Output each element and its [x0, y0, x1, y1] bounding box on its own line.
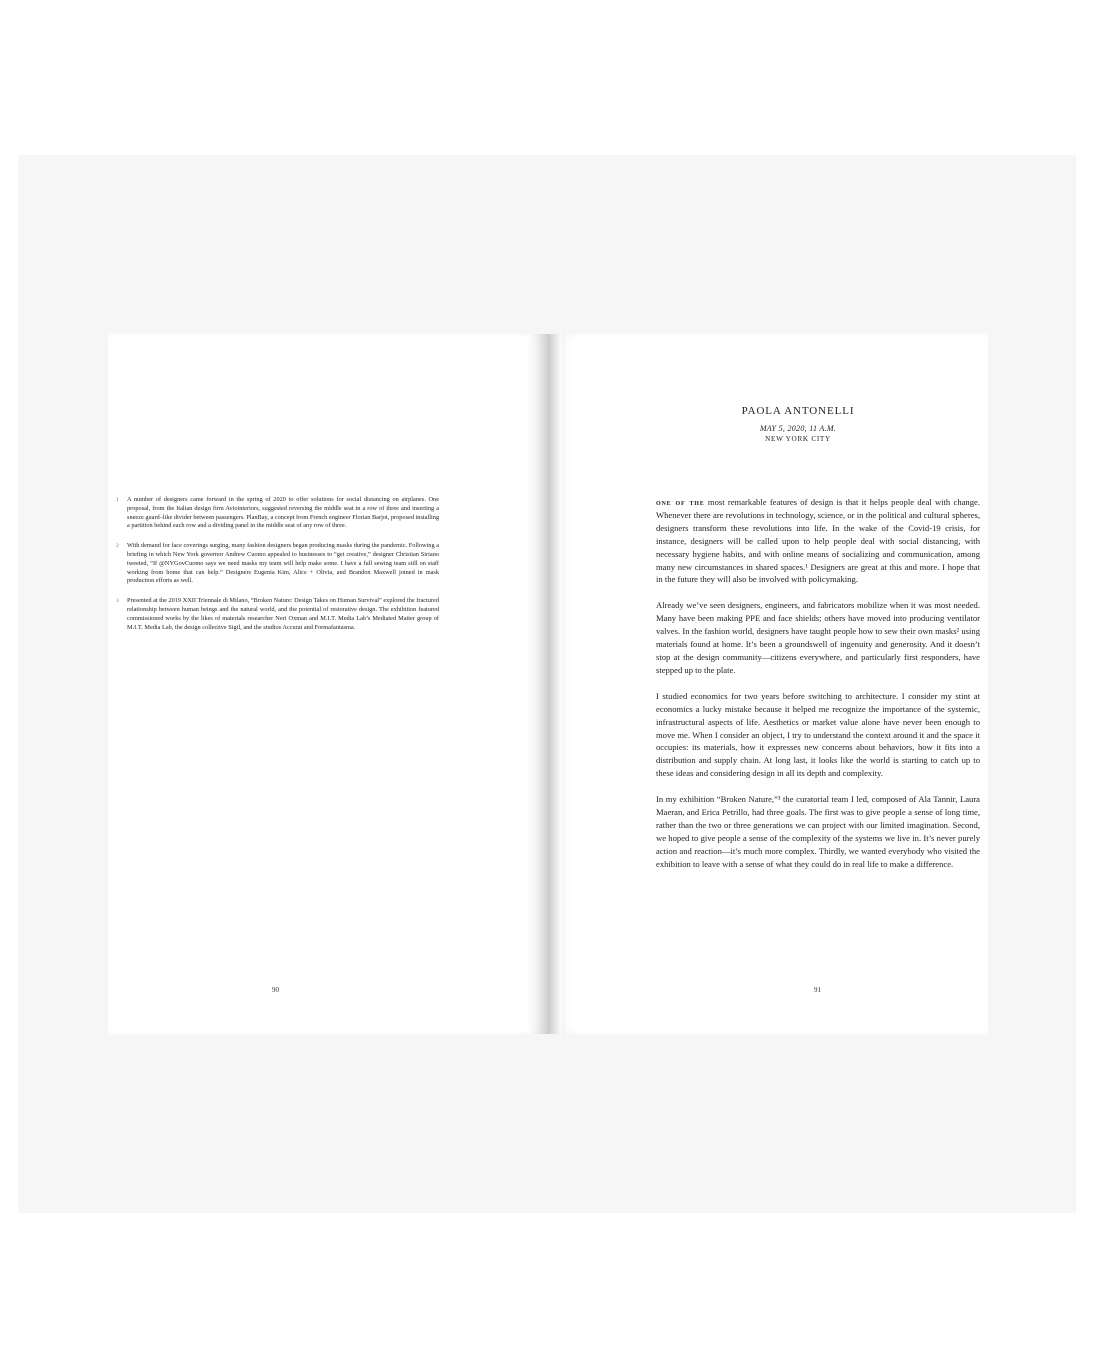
paragraph-text: In my exhibition “Broken Nature,”³ the curatorial team I led, composed of Ala Tannir, Laura Maeran, and Erica Petrillo, had three goals. The first was to give people a sense of long time, rather than the two or three generations we can project with our limited imagination. Second, we hoped to give people a sense of the complexity of the systems we live in. It’s never purely action and reaction—it’s much more complex. Thirdly, we wanted everybody who visited the exhibition to leave with a sense of what they could do in real life to make a difference.: [656, 794, 980, 869]
book-gutter-shadow: [548, 334, 562, 1034]
paragraph-text: I studied economics for two years before switching to architecture. I consider my stint at economics a lucky mistake because it helped me recognize the importance of the systemic, infrastructural aspects of life. Aesthetics or market value alone have never been enough to move me. When I consider an object, I try to understand the context around it and the space it occupies: its materials, how it expresses new concerns about behaviors, how it fits into a distribution and supply chain. At long last, it looks like the world is starting to catch up to these ideas and considering design in all its depth and complexity.: [656, 690, 980, 779]
paragraph-text: Already we’ve seen designers, engineers, and fabricators mobilize when it was most needed. Many have been making PPE and face shields; others have moved into producing ventilator valves. In the fashion world, designers have taught people how to sew their own masks² using materials found at home. It’s been a groundswell of ingenuity and generosity. And it doesn’t stop at the design community—citizens everywhere, and particularly first responders, have stepped up to the plate.: [656, 600, 980, 675]
footnote-number: 2: [116, 543, 119, 550]
body-text: [656, 496, 980, 884]
footnote-text: A number of designers came forward in the spring of 2020 to offer solutions for social distancing on airplanes. One proposal, from the Italian design firm Aviointeriors, suggested reversing the middle seat in a row of three and inserting a sneeze guard–like divider between passengers. PlanBay, a concept from French engineer Florian Barjot, proposed installing a partition behind each row and a dividing panel in the middle seat of any row of three.: [127, 496, 439, 530]
footnotes-block: [116, 496, 439, 643]
footnote-2: [116, 542, 439, 586]
footnote-text: Presented at the 2019 XXII Triennale di Milano, “Broken Nature: Design Takes on Human Survival” explored the fractured relationship between human beings and the natural world, and the potential of restorative design. The exhibition featured commissioned works by the likes of materials researcher Neri Oxman and M.I.T. Media Lab’s Mediated Matter group of M.I.T. Media Lab, the design collective Sigil, and the studios Accurat and Formafantasma.: [127, 597, 439, 631]
location: NEW YORK CITY: [765, 435, 831, 443]
paragraph-4: [656, 793, 980, 870]
paragraph-3: [656, 690, 980, 780]
paragraph-lead-in: one of the: [656, 497, 705, 507]
footnote-number: 1: [116, 497, 119, 503]
chapter-header: [600, 404, 996, 444]
paragraph-2: [656, 599, 980, 676]
left-page: [108, 334, 548, 1034]
page-number-left: 90: [272, 986, 279, 994]
paragraph-text: most remarkable features of design is that it helps people deal with change. Whenever there are revolutions in technology, science, or in the political and cultural spheres, designers transform these revolutions into life. In the wake of the Covid-19 crisis, for instance, designers will be called upon to help people deal with social distancing, with necessary hygiene habits, and with online means of socializing and communication, among many new circumstances in shared spaces.¹ Designers are great at this and more. I hope that in the future they will also be involved with policymaking.: [656, 497, 980, 585]
page-number-right: 91: [814, 986, 821, 994]
paragraph-1: [656, 496, 980, 586]
footnote-number: 3: [116, 598, 119, 605]
footnote-1: [116, 496, 439, 531]
footnote-3: [116, 597, 439, 632]
author-name: PAOLA ANTONELLI: [741, 405, 855, 417]
footnote-text: With demand for face coverings surging, many fashion designers began producing masks during the pandemic. Following a briefing in which New York governor Andrew Cuomo appealed to businesses to “get creative,” designer Christian Siriano tweeted, “If @NYGovCuomo says we need masks my team will help make some. I have a full sewing team still on staff working from home that can help.” Designers Eugenia Kim, Alice + Olivia, and Brandon Maxwell joined in mask production efforts as well.: [127, 542, 439, 585]
dateline: MAY 5, 2020, 11 A.M.: [759, 424, 837, 433]
